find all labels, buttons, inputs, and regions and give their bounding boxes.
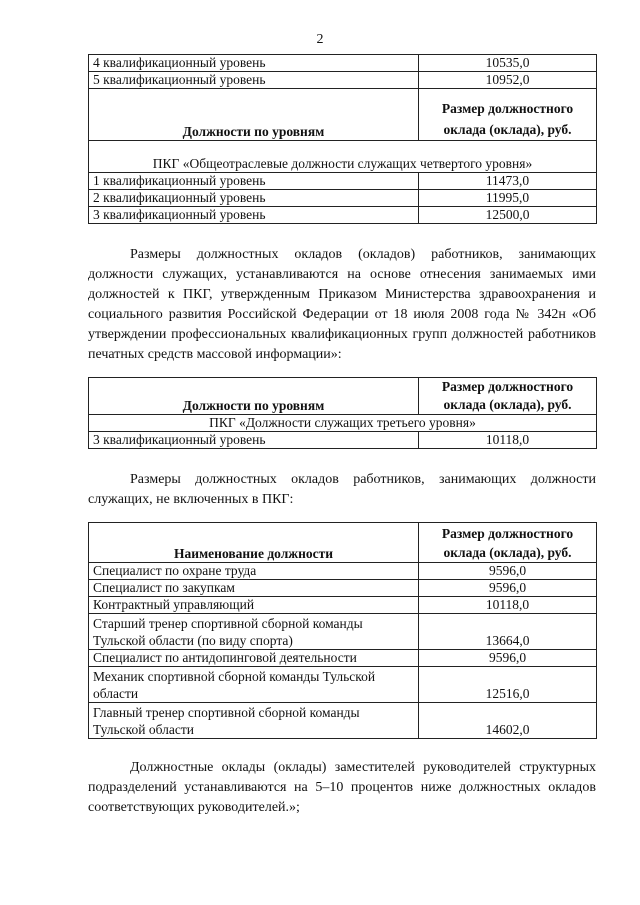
table-row: [89, 580, 597, 597]
salary-value: 9596,0: [419, 563, 597, 580]
salary-value: 10952,0: [419, 72, 597, 89]
salary-value: 13664,0: [419, 614, 597, 650]
salary-value: 14602,0: [419, 703, 597, 739]
page-number: 2: [316, 32, 324, 47]
position-label: Главный тренер спортивной сборной команды Тульской области: [89, 703, 419, 739]
salary-value: 12516,0: [419, 667, 597, 703]
salary-value: 10118,0: [419, 597, 597, 614]
column-header-salary: Размер должностного оклада (оклада), руб.: [419, 89, 597, 141]
level-label: 1 квалификационный уровень: [89, 173, 419, 190]
table-row: [89, 597, 597, 614]
level-label: 3 квалификационный уровень: [89, 432, 419, 449]
level-label: 2 квалификационный уровень: [89, 190, 419, 207]
table-header: [89, 523, 597, 563]
pkg-title: ПКГ «Общеотраслевые должности служащих четвертого уровня»: [89, 141, 597, 173]
column-header-salary: Размер должностного оклада (оклада), руб.: [419, 378, 597, 415]
salary-table-non-pkg: [88, 522, 597, 739]
column-header-position-name: Наименование должности: [89, 523, 419, 563]
table-row: [89, 173, 597, 190]
salary-value: 10535,0: [419, 55, 597, 72]
table-row: [89, 650, 597, 667]
paragraph-non-pkg: Размеры должностных окладов работников, занимающих должности служащих, не включенных в ПКГ:: [88, 472, 596, 507]
column-header-salary: Размер должностного оклада (оклада), руб.: [419, 523, 597, 563]
table-row: [89, 190, 597, 207]
table-row: [89, 614, 597, 650]
position-label: Специалист по охране труда: [89, 563, 419, 580]
pkg-title-row: [89, 415, 597, 432]
salary-value: 11473,0: [419, 173, 597, 190]
position-label: Старший тренер спортивной сборной команды Тульской области (по виду спорта): [89, 614, 419, 650]
level-label: 4 квалификационный уровень: [89, 55, 419, 72]
table-row: [89, 667, 597, 703]
column-header-position: Должности по уровням: [89, 89, 419, 141]
level-label: 3 квалификационный уровень: [89, 207, 419, 224]
pkg-title: ПКГ «Должности служащих третьего уровня»: [89, 415, 597, 432]
position-label: Специалист по антидопинговой деятельности: [89, 650, 419, 667]
paragraph-pkg-basis: Размеры должностных окладов (окладов) работников, занимающих должности служащих, устанавливаются на основе отнесения занимаемых ими должностей к ПКГ, утвержденным Приказом Министерства здравоохранения и социального развития Российской Федерации от 18 июля 2008 года № 342н «Об утверждении профессиональных квалификационных групп должностей работников печатных средств массовой информации»:: [88, 247, 596, 362]
table-row: [89, 563, 597, 580]
position-label: Контрактный управляющий: [89, 597, 419, 614]
salary-table-fourth-level: [88, 54, 597, 224]
level-label: 5 квалификационный уровень: [89, 72, 419, 89]
table-row: [89, 207, 597, 224]
table-header: [89, 378, 597, 415]
table-row: [89, 703, 597, 739]
table-row: [89, 432, 597, 449]
salary-value: 10118,0: [419, 432, 597, 449]
table-row: [89, 55, 597, 72]
salary-value: 11995,0: [419, 190, 597, 207]
position-label: Механик спортивной сборной команды Тульской области: [89, 667, 419, 703]
table-header: [89, 89, 597, 141]
salary-value: 12500,0: [419, 207, 597, 224]
salary-value: 9596,0: [419, 650, 597, 667]
paragraph-deputy-salaries: Должностные оклады (оклады) заместителей руководителей структурных подразделений устанавливаются на 5–10 процентов ниже должностных окладов соответствующих руководителей.»;: [88, 760, 596, 815]
pkg-title-row: [89, 141, 597, 173]
column-header-position: Должности по уровням: [89, 378, 419, 415]
salary-value: 9596,0: [419, 580, 597, 597]
position-label: Специалист по закупкам: [89, 580, 419, 597]
table-row: [89, 72, 597, 89]
salary-table-third-level: [88, 377, 597, 449]
